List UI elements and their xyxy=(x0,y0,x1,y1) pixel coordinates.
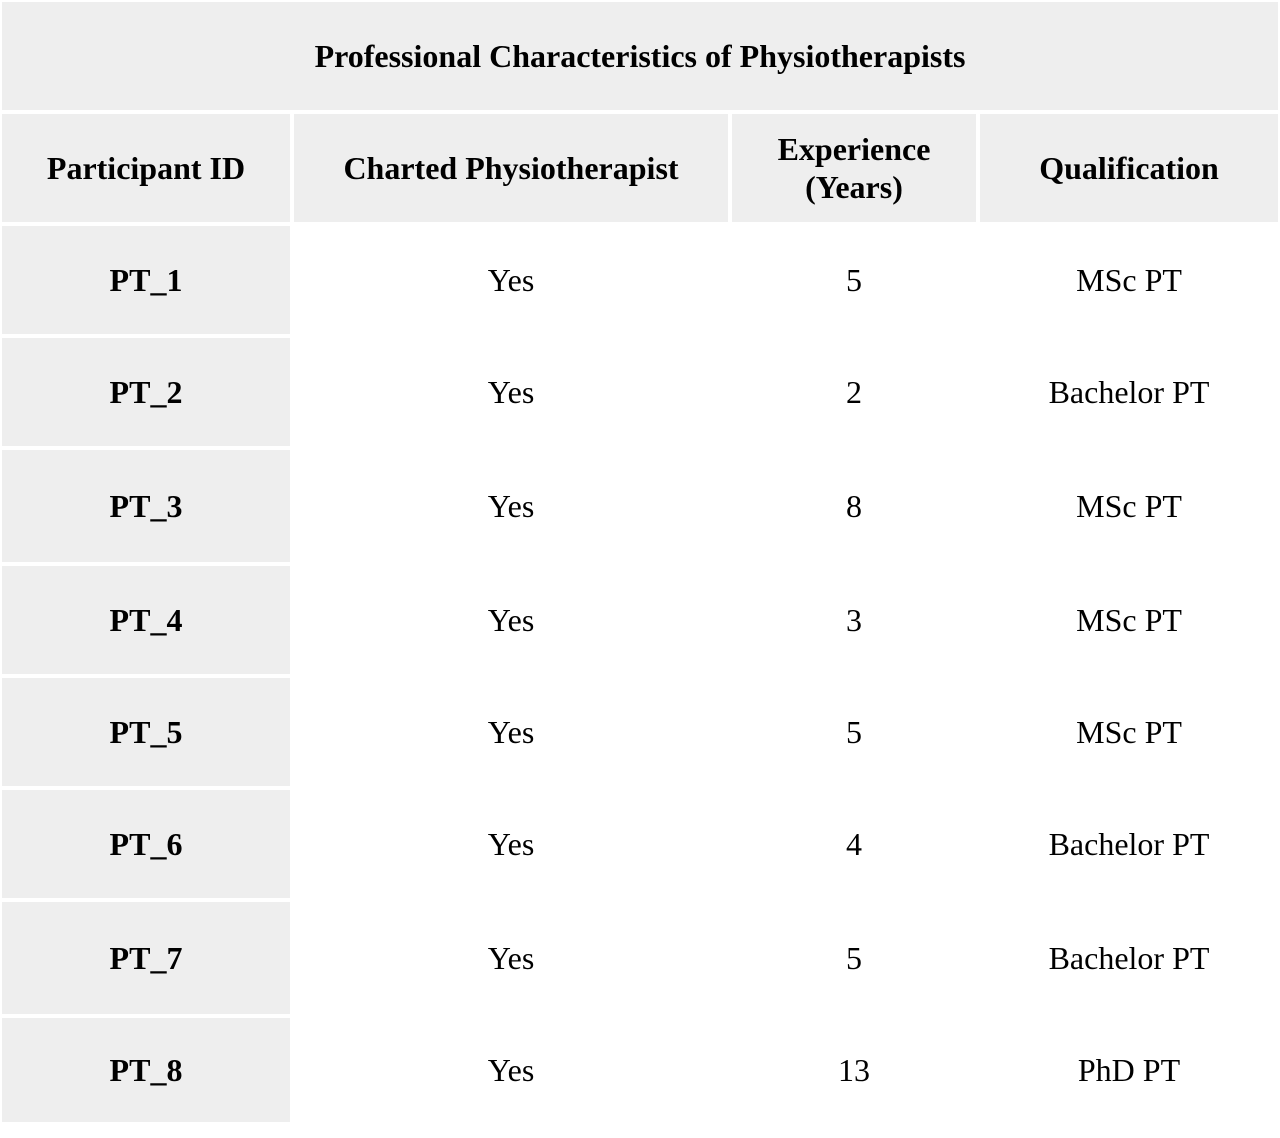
participant-id-cell: PT_6 xyxy=(2,790,290,898)
experience-cell: 5 xyxy=(732,902,976,1014)
header-row xyxy=(2,114,1278,222)
charted-cell: Yes xyxy=(294,790,728,898)
header-experience-years: Experience (Years) xyxy=(732,114,976,222)
experience-cell: 5 xyxy=(732,226,976,334)
table-row xyxy=(2,450,1278,562)
experience-cell: 5 xyxy=(732,678,976,786)
qualification-cell: MSc PT xyxy=(980,226,1278,334)
qualification-cell: PhD PT xyxy=(980,1018,1278,1122)
participant-id-cell: PT_2 xyxy=(2,338,290,446)
charted-cell: Yes xyxy=(294,678,728,786)
table-row xyxy=(2,1018,1278,1122)
experience-cell: 8 xyxy=(732,450,976,562)
header-participant-id: Participant ID xyxy=(2,114,290,222)
qualification-cell: Bachelor PT xyxy=(980,902,1278,1014)
charted-cell: Yes xyxy=(294,902,728,1014)
table-row xyxy=(2,226,1278,334)
table-body xyxy=(2,226,1278,1122)
charted-cell: Yes xyxy=(294,338,728,446)
charted-cell: Yes xyxy=(294,226,728,334)
table-title: Professional Characteristics of Physiotherapists xyxy=(2,2,1278,110)
participant-id-cell: PT_4 xyxy=(2,566,290,674)
table-row xyxy=(2,790,1278,898)
table-row xyxy=(2,338,1278,446)
qualification-cell: MSc PT xyxy=(980,678,1278,786)
table-row xyxy=(2,566,1278,674)
table-row xyxy=(2,902,1278,1014)
qualification-cell: Bachelor PT xyxy=(980,790,1278,898)
title-row xyxy=(2,2,1278,110)
experience-cell: 2 xyxy=(732,338,976,446)
participant-id-cell: PT_3 xyxy=(2,450,290,562)
charted-cell: Yes xyxy=(294,566,728,674)
qualification-cell: MSc PT xyxy=(980,450,1278,562)
participant-id-cell: PT_7 xyxy=(2,902,290,1014)
experience-cell: 13 xyxy=(732,1018,976,1122)
participant-id-cell: PT_8 xyxy=(2,1018,290,1122)
charted-cell: Yes xyxy=(294,1018,728,1122)
experience-cell: 4 xyxy=(732,790,976,898)
charted-cell: Yes xyxy=(294,450,728,562)
experience-cell: 3 xyxy=(732,566,976,674)
header-qualification: Qualification xyxy=(980,114,1278,222)
table-row xyxy=(2,678,1278,786)
qualification-cell: Bachelor PT xyxy=(980,338,1278,446)
participant-id-cell: PT_5 xyxy=(2,678,290,786)
qualification-cell: MSc PT xyxy=(980,566,1278,674)
participant-id-cell: PT_1 xyxy=(2,226,290,334)
header-charted-physiotherapist: Charted Physiotherapist xyxy=(294,114,728,222)
